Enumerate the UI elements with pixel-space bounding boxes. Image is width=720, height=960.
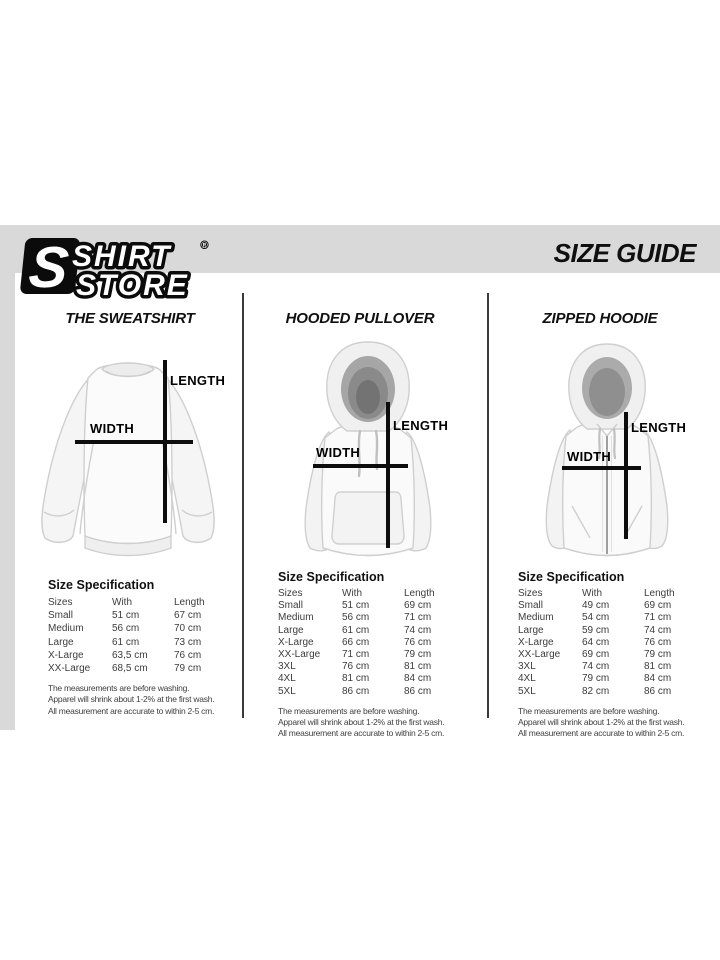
size-row	[518, 637, 714, 649]
size-row	[518, 625, 714, 637]
col-header-width: With	[112, 597, 132, 608]
size-cell: Medium	[278, 612, 314, 624]
length-label: LENGTH	[631, 420, 687, 435]
col-header-width: With	[582, 588, 602, 599]
size-cell: 79 cm	[582, 673, 610, 685]
size-row	[278, 686, 474, 698]
col-header-sizes: Sizes	[48, 597, 73, 608]
col-header-sizes: Sizes	[518, 588, 543, 599]
note-line: The measurements are before washing.	[278, 705, 420, 716]
width-label: WIDTH	[567, 449, 612, 464]
col-header-width: With	[342, 588, 362, 599]
size-cell: Small	[518, 600, 544, 612]
size-cell: 81 cm	[342, 673, 370, 685]
size-cell: 79 cm	[644, 649, 672, 661]
size-row	[518, 612, 714, 624]
size-cell: 5XL	[518, 685, 536, 697]
col-header-length: Length	[404, 588, 435, 599]
page-title: SIZE GUIDE	[553, 238, 696, 268]
size-row	[518, 600, 714, 612]
col-header-length: Length	[644, 588, 675, 599]
width-measure-line	[75, 440, 193, 444]
spec-rows	[518, 600, 714, 698]
kangaroo-pocket	[332, 492, 404, 544]
logo-line1: SHIRT	[72, 240, 172, 273]
size-cell: 84 cm	[644, 673, 672, 685]
size-cell: 61 cm	[342, 624, 370, 636]
spec-heading: Size Specification	[48, 578, 155, 592]
note-line: Apparel will shrink about 1-2% at the first wash.	[48, 694, 215, 705]
note-line: Apparel will shrink about 1-2% at the first wash.	[518, 717, 685, 728]
size-cell: XX-Large	[278, 649, 321, 661]
size-cell: 86 cm	[342, 685, 370, 697]
length-label: LENGTH	[170, 373, 226, 388]
body	[84, 364, 172, 544]
size-cell: 64 cm	[582, 636, 610, 648]
size-cell: 76 cm	[404, 636, 432, 648]
size-row	[278, 673, 474, 685]
size-cell: 4XL	[278, 673, 296, 685]
size-cell: 79 cm	[404, 649, 432, 661]
size-row	[278, 625, 474, 637]
size-cell: 61 cm	[112, 636, 140, 648]
size-specification	[48, 578, 234, 717]
column-title: HOODED PULLOVER	[285, 310, 435, 327]
size-cell: 3XL	[518, 661, 536, 673]
size-cell: X-Large	[278, 636, 314, 648]
size-cell: 67 cm	[174, 610, 202, 622]
hooded-pullover-column	[243, 273, 487, 739]
size-row	[48, 649, 234, 662]
size-cell: 51 cm	[342, 600, 370, 612]
size-cell: Medium	[48, 623, 84, 635]
size-cell: 56 cm	[112, 623, 140, 635]
size-cell: 74 cm	[582, 661, 610, 673]
note-line: Apparel will shrink about 1-2% at the first wash.	[278, 717, 445, 728]
registered-mark: ®	[201, 240, 208, 250]
size-cell: Small	[48, 610, 74, 622]
size-cell: 5XL	[278, 685, 296, 697]
size-row	[48, 662, 234, 675]
size-cell: 81 cm	[644, 661, 672, 673]
size-cell: 63,5 cm	[112, 649, 148, 661]
width-label: WIDTH	[316, 445, 361, 460]
size-cell: 59 cm	[582, 624, 610, 636]
size-cell: XX-Large	[48, 663, 91, 675]
collar	[102, 363, 154, 377]
hooded-pullover-illustration	[273, 336, 463, 566]
size-specification	[518, 570, 714, 739]
note-line: All measurement are accurate to within 2-5 cm.	[278, 728, 445, 739]
width-measure-line	[313, 464, 408, 468]
size-cell: 69 cm	[404, 600, 432, 612]
size-cell: X-Large	[48, 649, 84, 661]
col-header-sizes: Sizes	[278, 588, 303, 599]
length-measure-line	[624, 412, 628, 539]
size-cell: 49 cm	[582, 600, 610, 612]
size-cell: 71 cm	[342, 649, 370, 661]
size-cell: 86 cm	[644, 685, 672, 697]
size-row	[518, 686, 714, 698]
size-cell: 51 cm	[112, 610, 140, 622]
size-cell: Medium	[518, 612, 554, 624]
size-cell: Small	[278, 600, 304, 612]
sweatshirt-column	[15, 273, 242, 730]
col-header-length: Length	[174, 597, 205, 608]
size-cell: 70 cm	[174, 623, 202, 635]
hood-shadow	[589, 368, 625, 416]
size-cell: 66 cm	[342, 636, 370, 648]
note-line: The measurements are before washing.	[48, 683, 190, 694]
size-row	[518, 673, 714, 685]
size-cell: 71 cm	[404, 612, 432, 624]
size-cell: 81 cm	[404, 661, 432, 673]
size-cell: Large	[518, 624, 544, 636]
drawstring-right	[614, 429, 615, 458]
size-specification	[278, 570, 474, 739]
size-row	[278, 612, 474, 624]
size-cell: XX-Large	[518, 649, 561, 661]
size-cell: Large	[48, 636, 74, 648]
zipped-hoodie-column	[488, 273, 720, 739]
size-cell: 74 cm	[404, 624, 432, 636]
size-cell: X-Large	[518, 636, 554, 648]
size-cell: 84 cm	[404, 673, 432, 685]
size-cell: 54 cm	[582, 612, 610, 624]
size-cell: 79 cm	[174, 663, 202, 675]
logo-s-letter: S	[26, 235, 72, 300]
spec-header-row	[48, 596, 234, 609]
note-line: The measurements are before washing.	[518, 705, 660, 716]
length-label: LENGTH	[393, 418, 449, 433]
notes	[48, 683, 234, 717]
size-row	[278, 661, 474, 673]
size-row	[278, 637, 474, 649]
size-cell: 56 cm	[342, 612, 370, 624]
size-cell: 76 cm	[342, 661, 370, 673]
size-row	[518, 649, 714, 661]
spec-heading: Size Specification	[518, 570, 625, 584]
notes	[518, 706, 714, 740]
hood-deep-shadow	[356, 380, 380, 414]
length-measure-line	[386, 402, 390, 548]
size-cell: 71 cm	[644, 612, 672, 624]
size-row	[48, 609, 234, 622]
spec-rows	[48, 609, 234, 675]
column-title: ZIPPED HOODIE	[542, 310, 658, 327]
size-cell: 69 cm	[644, 600, 672, 612]
width-label: WIDTH	[90, 421, 135, 436]
size-cell: 69 cm	[582, 649, 610, 661]
size-cell: 74 cm	[644, 624, 672, 636]
size-cell: Large	[278, 624, 304, 636]
size-row	[278, 649, 474, 661]
spec-heading: Size Specification	[278, 570, 385, 584]
size-cell: 86 cm	[404, 685, 432, 697]
note-line: All measurement are accurate to within 2-5 cm.	[48, 705, 215, 716]
size-row	[48, 636, 234, 649]
size-cell: 68,5 cm	[112, 663, 148, 675]
notes	[278, 706, 474, 740]
size-cell: 82 cm	[582, 685, 610, 697]
note-line: All measurement are accurate to within 2-5 cm.	[518, 728, 685, 739]
size-cell: 4XL	[518, 673, 536, 685]
size-cell: 76 cm	[174, 649, 202, 661]
size-cell: 3XL	[278, 661, 296, 673]
spec-rows	[278, 600, 474, 698]
width-measure-line	[562, 466, 641, 470]
column-title: THE SWEATSHIRT	[65, 310, 195, 327]
size-row	[48, 622, 234, 635]
logo-line2: STORE	[76, 269, 189, 300]
size-cell: 76 cm	[644, 636, 672, 648]
size-cell: 73 cm	[174, 636, 202, 648]
size-row	[518, 661, 714, 673]
spec-header-row	[518, 588, 714, 600]
spec-header-row	[278, 588, 474, 600]
size-row	[278, 600, 474, 612]
